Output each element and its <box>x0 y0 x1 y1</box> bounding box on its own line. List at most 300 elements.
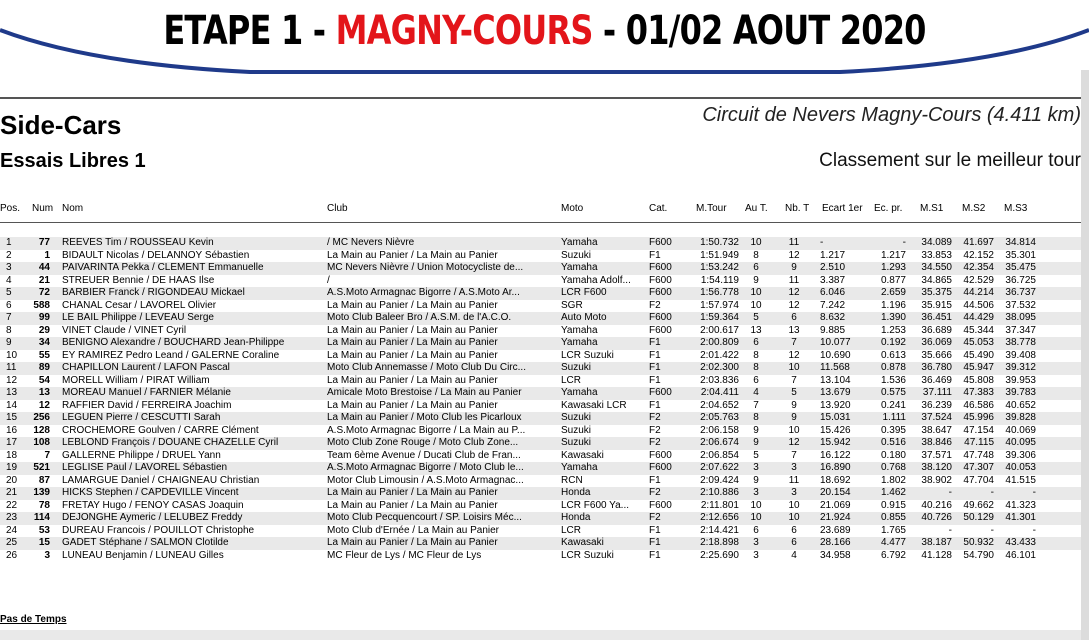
cell-s3: 38.778 <box>1005 337 1036 348</box>
cell-lap-count: 12 <box>788 349 800 361</box>
cell-gap-first: 10.690 <box>820 349 851 361</box>
cell-cat: F600 <box>649 312 672 323</box>
col-num: Num <box>32 203 54 214</box>
cell-moto: Honda <box>561 487 591 498</box>
cell-s1: 36.469 <box>921 374 952 386</box>
cell-s2: - <box>990 524 994 536</box>
cell-gap-prev: 1.293 <box>880 262 906 273</box>
cell-best-lap: 2:04.411 <box>700 387 739 398</box>
category-title: Side-Cars <box>0 110 122 140</box>
cell-best-lap: 2:05.763 <box>700 412 739 423</box>
cell-s3: 37.347 <box>1005 324 1036 336</box>
cell-gap-prev: 0.192 <box>880 337 906 348</box>
cell-lap-of-best: 6 <box>753 374 759 386</box>
cell-num: 3 <box>44 549 50 561</box>
cell-s3: 34.814 <box>1005 237 1036 248</box>
cell-gap-first: 16.890 <box>820 462 851 473</box>
cell-s1: 38.120 <box>921 462 952 473</box>
cell-best-lap: 2:06.854 <box>700 449 739 461</box>
cell-s3: - <box>1032 524 1036 536</box>
table-row <box>0 400 1081 413</box>
cell-best-lap: 2:18.898 <box>700 537 739 548</box>
cell-s2: 42.152 <box>963 249 994 261</box>
cell-name: LUNEAU Benjamin / LUNEAU Gilles <box>62 549 224 561</box>
table-row <box>0 500 1081 513</box>
cell-club: Moto Club d'Ernée / La Main au Panier <box>327 524 500 536</box>
cell-num: 44 <box>38 262 50 273</box>
cell-gap-prev: 1.765 <box>880 524 906 536</box>
footer-row-partial <box>0 630 1081 640</box>
no-time-section-title: Pas de Temps <box>0 614 67 625</box>
cell-pos: 13 <box>6 387 18 398</box>
cell-s2: 47.115 <box>964 437 994 448</box>
session-title: Essais Libres 1 <box>0 150 146 172</box>
cell-num: 15 <box>38 537 50 548</box>
cell-best-lap: 2:03.836 <box>700 374 739 386</box>
cell-num: 29 <box>38 324 50 336</box>
cell-num: 588 <box>33 299 50 311</box>
table-row <box>0 512 1081 525</box>
cell-club: La Main au Panier / La Main au Panier <box>327 337 498 348</box>
cell-club: Moto Club Annemasse / Moto Club Du Circ... <box>327 362 526 373</box>
cell-s2: 47.748 <box>963 449 994 461</box>
cell-cat: F600 <box>649 262 672 273</box>
banner-title-part1: ETAPE 1 - <box>163 8 336 54</box>
cell-lap-count: 6 <box>791 537 797 548</box>
cell-gap-prev: 1.196 <box>880 299 906 311</box>
cell-gap-first: 15.426 <box>820 424 851 436</box>
table-row <box>0 250 1081 263</box>
table-row <box>0 275 1081 288</box>
cell-num: 114 <box>33 512 50 523</box>
cell-s1: - <box>948 487 952 498</box>
cell-gap-first: 9.885 <box>820 324 846 336</box>
cell-s2: 45.344 <box>963 324 994 336</box>
cell-cat: F600 <box>649 274 672 286</box>
cell-num: 21 <box>38 274 50 286</box>
cell-moto: Suzuki <box>561 437 592 448</box>
cell-best-lap: 2:00.809 <box>700 337 739 348</box>
cell-lap-count: 6 <box>791 524 797 536</box>
cell-name: CHAPILLON Laurent / LAFON Pascal <box>62 362 230 373</box>
cell-s2: 42.529 <box>963 274 994 286</box>
cell-pos: 22 <box>6 499 18 511</box>
cell-pos: 8 <box>6 324 12 336</box>
cell-lap-of-best: 5 <box>753 449 759 461</box>
cell-pos: 2 <box>6 249 12 261</box>
col-gap-first: Ecart 1er <box>822 203 863 214</box>
cell-club: MC Nevers Nièvre / Union Motocycliste de... <box>327 262 524 273</box>
cell-s1: 41.128 <box>921 549 952 561</box>
cell-club: La Main au Panier / La Main au Panier <box>327 499 498 511</box>
cell-gap-prev: 6.792 <box>880 549 906 561</box>
cell-s2: 42.354 <box>963 262 994 273</box>
table-column-headers <box>0 203 1081 219</box>
col-moto: Moto <box>561 203 584 214</box>
cell-s3: 41.301 <box>1005 512 1036 523</box>
table-row <box>0 550 1081 563</box>
cell-best-lap: 1:59.364 <box>700 312 739 323</box>
results-table <box>0 237 1081 562</box>
cell-cat: F1 <box>649 337 661 348</box>
cell-s3: 39.312 <box>1005 362 1036 373</box>
cell-gap-prev: 1.462 <box>880 487 906 498</box>
cell-s1: 37.524 <box>921 412 952 423</box>
cell-gap-prev: 0.855 <box>880 512 906 523</box>
cell-s1: 38.902 <box>921 474 952 486</box>
cell-pos: 18 <box>6 449 18 461</box>
cell-moto: Auto Moto <box>561 312 607 323</box>
cell-s3: 39.953 <box>1005 374 1036 386</box>
table-row <box>0 450 1081 463</box>
cell-best-lap: 2:14.421 <box>700 524 739 536</box>
cell-lap-of-best: 6 <box>753 262 759 273</box>
cell-cat: F1 <box>649 362 661 373</box>
cell-lap-count: 10 <box>788 362 800 373</box>
cell-s3: 46.101 <box>1005 549 1036 561</box>
cell-club: La Main au Panier / La Main au Panier <box>327 399 498 411</box>
cell-gap-first: 15.942 <box>820 437 851 448</box>
cell-s2: 47.154 <box>963 424 994 436</box>
right-scroll-edge <box>1081 70 1089 640</box>
cell-gap-first: 18.692 <box>820 474 851 486</box>
cell-best-lap: 2:02.300 <box>700 362 739 373</box>
cell-club: / MC Nevers Nièvre <box>327 237 415 248</box>
cell-moto: RCN <box>561 474 583 486</box>
cell-gap-first: 23.689 <box>820 524 851 536</box>
cell-club: / <box>327 274 330 286</box>
cell-lap-of-best: 3 <box>753 462 759 473</box>
cell-gap-prev: 0.915 <box>880 499 906 511</box>
cell-cat: F2 <box>649 299 661 311</box>
table-row <box>0 362 1081 375</box>
cell-pos: 17 <box>6 437 18 448</box>
cell-s2: 54.790 <box>963 549 994 561</box>
cell-gap-first: 8.632 <box>820 312 846 323</box>
cell-best-lap: 1:57.974 <box>700 299 739 311</box>
cell-name: LE BAIL Philippe / LEVEAU Serge <box>62 312 214 323</box>
cell-name: STREUER Bennie / DE HAAS Ilse <box>62 274 215 286</box>
cell-lap-count: 12 <box>788 287 800 298</box>
cell-s1: 35.375 <box>921 287 952 298</box>
cell-moto: Yamaha Adolf... <box>561 274 631 286</box>
cell-best-lap: 1:53.242 <box>700 262 739 273</box>
cell-club: La Main au Panier / La Main au Panier <box>327 249 498 261</box>
cell-s2: 47.307 <box>963 462 994 473</box>
cell-s3: 37.532 <box>1005 299 1036 311</box>
cell-moto: Honda <box>561 512 591 523</box>
cell-pos: 26 <box>6 549 18 561</box>
col-lap-of-best: Au T. <box>745 203 768 214</box>
cell-s1: 40.726 <box>921 512 952 523</box>
cell-name: REEVES Tim / ROUSSEAU Kevin <box>62 237 214 248</box>
cell-cat: F2 <box>649 424 661 436</box>
cell-lap-count: 12 <box>788 299 800 311</box>
cell-pos: 7 <box>6 312 12 323</box>
cell-gap-first: 1.217 <box>820 249 846 261</box>
cell-moto: SGR <box>561 299 583 311</box>
table-row <box>0 375 1081 388</box>
cell-pos: 10 <box>6 349 18 361</box>
cell-s3: 41.323 <box>1005 499 1036 511</box>
cell-num: 139 <box>33 487 50 498</box>
table-row <box>0 237 1081 250</box>
cell-lap-count: 4 <box>791 549 797 561</box>
cell-lap-of-best: 8 <box>753 249 759 261</box>
cell-num: 53 <box>38 524 50 536</box>
cell-gap-first: 3.387 <box>820 274 846 286</box>
cell-club: Moto Club Baleer Bro / A.S.M. de l'A.C.O. <box>327 312 512 323</box>
cell-pos: 4 <box>6 274 12 286</box>
cell-gap-first: 11.568 <box>820 362 850 373</box>
cell-cat: F1 <box>649 549 661 561</box>
cell-name: CHANAL Cesar / LAVOREL Olivier <box>62 299 217 311</box>
cell-moto: LCR F600 <box>561 287 607 298</box>
cell-num: 78 <box>38 499 50 511</box>
table-row <box>0 487 1081 500</box>
cell-gap-first: 10.077 <box>820 337 851 348</box>
cell-s3: 39.408 <box>1005 349 1036 361</box>
cell-s1: 38.846 <box>921 437 952 448</box>
cell-best-lap: 1:54.119 <box>700 274 739 286</box>
cell-lap-count: 7 <box>791 374 797 386</box>
cell-moto: Yamaha <box>561 262 598 273</box>
cell-gap-prev: 1.390 <box>880 312 906 323</box>
col-club: Club <box>327 203 348 214</box>
cell-moto: Kawasaki <box>561 537 604 548</box>
cell-s2: 45.808 <box>963 374 994 386</box>
cell-pos: 24 <box>6 524 18 536</box>
table-row <box>0 337 1081 350</box>
cell-s1: 36.689 <box>921 324 952 336</box>
table-row <box>0 387 1081 400</box>
cell-gap-prev: 1.111 <box>882 412 906 423</box>
cell-gap-prev: 1.536 <box>880 374 906 386</box>
cell-s1: 38.187 <box>921 537 952 548</box>
cell-s3: 35.301 <box>1005 249 1036 261</box>
cell-s3: 36.725 <box>1005 274 1036 286</box>
cell-club: La Main au Panier / La Main au Panier <box>327 537 498 548</box>
cell-num: 72 <box>38 287 50 298</box>
cell-moto: Kawasaki LCR <box>561 399 627 411</box>
cell-lap-count: 10 <box>788 424 800 436</box>
cell-moto: LCR Suzuki <box>561 349 614 361</box>
cell-cat: F1 <box>649 249 661 261</box>
cell-cat: F600 <box>649 287 672 298</box>
cell-pos: 15 <box>6 412 18 423</box>
table-row <box>0 437 1081 450</box>
cell-cat: F600 <box>649 387 672 398</box>
cell-gap-first: 13.679 <box>820 387 851 398</box>
cell-s2: - <box>990 487 994 498</box>
cell-s1: 35.666 <box>921 349 952 361</box>
cell-lap-of-best: 9 <box>753 424 759 436</box>
cell-gap-first: - <box>820 237 824 248</box>
col-s3: M.S3 <box>1004 203 1028 214</box>
col-lap-count: Nb. T <box>785 203 810 214</box>
cell-s2: 50.129 <box>963 512 994 523</box>
ranking-basis: Classement sur le meilleur tour <box>819 150 1081 171</box>
cell-pos: 9 <box>6 337 12 348</box>
cell-cat: F1 <box>649 537 661 548</box>
cell-gap-prev: 1.253 <box>880 324 906 336</box>
cell-club: La Main au Panier / La Main au Panier <box>327 324 498 336</box>
cell-s3: 38.095 <box>1005 312 1036 323</box>
cell-s2: 45.996 <box>963 412 994 423</box>
cell-cat: F2 <box>649 512 661 523</box>
cell-moto: Suzuki <box>561 412 592 423</box>
cell-pos: 21 <box>6 487 18 498</box>
cell-cat: F600 <box>649 449 672 461</box>
cell-lap-of-best: 10 <box>750 299 762 311</box>
cell-lap-count: 9 <box>791 399 797 411</box>
cell-cat: F600 <box>649 324 672 336</box>
cell-lap-count: 12 <box>788 249 800 261</box>
cell-name: PAIVARINTA Pekka / CLEMENT Emmanuelle <box>62 262 264 273</box>
cell-lap-of-best: 8 <box>753 349 759 361</box>
cell-s1: 34.089 <box>921 237 952 248</box>
cell-gap-prev: 0.613 <box>880 349 906 361</box>
cell-name: CROCHEMORE Goulven / CARRE Clément <box>62 424 259 436</box>
cell-club: Moto Club Pecquencourt / SP. Loisirs Méc... <box>327 512 522 523</box>
cell-s2: 46.586 <box>963 399 994 411</box>
cell-s2: 44.506 <box>963 299 994 311</box>
cell-best-lap: 1:51.949 <box>700 249 739 261</box>
cell-club: La Main au Panier / Moto Club les Picarloux <box>327 412 522 423</box>
cell-best-lap: 2:00.617 <box>700 324 739 336</box>
table-row <box>0 350 1081 363</box>
cell-pos: 16 <box>6 424 18 436</box>
cell-club: MC Fleur de Lys / MC Fleur de Lys <box>327 549 482 561</box>
cell-gap-prev: 0.395 <box>880 424 906 436</box>
cell-club: Moto Club Zone Rouge / Moto Club Zone... <box>327 437 519 448</box>
cell-s1: 36.239 <box>921 399 952 411</box>
cell-cat: F2 <box>649 412 661 423</box>
cell-gap-first: 13.104 <box>820 374 851 386</box>
cell-s3: 35.475 <box>1005 262 1036 273</box>
cell-gap-first: 16.122 <box>820 449 851 461</box>
cell-moto: Yamaha <box>561 324 598 336</box>
cell-name: BENIGNO Alexandre / BOUCHARD Jean-Philippe <box>62 337 285 348</box>
cell-s1: 36.451 <box>921 312 952 323</box>
cell-gap-prev: 2.659 <box>880 287 906 298</box>
cell-lap-count: 11 <box>788 274 800 286</box>
table-row <box>0 312 1081 325</box>
cell-s1: 36.069 <box>921 337 952 348</box>
cell-lap-of-best: 9 <box>753 474 759 486</box>
cell-club: La Main au Panier / La Main au Panier <box>327 374 498 386</box>
cell-name: DEJONGHE Aymeric / LELUBEZ Freddy <box>62 512 243 523</box>
cell-pos: 1 <box>6 237 12 248</box>
cell-name: LAMARGUE Daniel / CHAIGNEAU Christian <box>62 474 260 486</box>
cell-num: 12 <box>38 399 50 411</box>
cell-gap-first: 2.510 <box>820 262 846 273</box>
cell-lap-count: 10 <box>788 512 800 523</box>
col-s2: M.S2 <box>962 203 986 214</box>
banner-title-date: - 01/02 AOUT 2020 <box>592 8 926 54</box>
cell-lap-count: 5 <box>791 387 797 398</box>
cell-num: 89 <box>38 362 50 373</box>
cell-club: A.S.Moto Armagnac Bigorre / A.S.Moto Ar... <box>327 287 520 298</box>
column-header-rule <box>0 222 1081 223</box>
cell-lap-count: 3 <box>791 487 797 498</box>
cell-lap-of-best: 3 <box>753 537 759 548</box>
banner-title-venue: MAGNY-COURS <box>335 8 593 54</box>
cell-lap-of-best: 9 <box>753 437 759 448</box>
cell-num: 99 <box>38 312 50 323</box>
cell-moto: Yamaha <box>561 237 598 248</box>
cell-s2: 47.704 <box>963 474 994 486</box>
table-row <box>0 412 1081 425</box>
cell-gap-prev: - <box>902 237 906 248</box>
cell-s3: 39.828 <box>1005 412 1036 423</box>
cell-best-lap: 1:50.732 <box>700 237 739 248</box>
cell-num: 77 <box>38 237 50 248</box>
cell-s1: 34.550 <box>921 262 952 273</box>
cell-lap-count: 11 <box>788 237 800 248</box>
cell-cat: F600 <box>649 462 672 473</box>
col-pos: Pos. <box>0 203 21 214</box>
cell-cat: F1 <box>649 474 661 486</box>
cell-name: BIDAULT Nicolas / DELANNOY Sébastien <box>62 249 250 261</box>
cell-moto: LCR Suzuki <box>561 549 614 561</box>
cell-s1: 40.216 <box>921 499 952 511</box>
cell-club: Amicale Moto Brestoise / La Main au Panier <box>327 387 522 398</box>
cell-lap-count: 7 <box>791 337 797 348</box>
col-s1: M.S1 <box>920 203 944 214</box>
cell-lap-of-best: 10 <box>750 499 762 511</box>
cell-best-lap: 2:04.652 <box>700 399 739 411</box>
event-banner <box>0 0 1089 78</box>
table-row <box>0 300 1081 313</box>
cell-club: A.S.Moto Armagnac Bigorre / Moto Club le... <box>327 462 524 473</box>
cell-club: La Main au Panier / La Main au Panier <box>327 349 498 361</box>
cell-name: LEGUEN Pierre / CESCUTTI Sarah <box>62 412 221 423</box>
cell-s3: - <box>1032 487 1036 498</box>
cell-moto: Yamaha <box>561 387 598 398</box>
cell-moto: LCR <box>561 524 582 536</box>
cell-s1: 38.647 <box>921 424 952 436</box>
cell-lap-count: 10 <box>788 499 800 511</box>
cell-num: 55 <box>38 349 50 361</box>
cell-best-lap: 2:06.674 <box>700 437 739 448</box>
cell-s3: 41.515 <box>1005 474 1036 486</box>
cell-lap-of-best: 8 <box>753 362 759 373</box>
cell-s3: 40.652 <box>1005 399 1036 411</box>
cell-s2: 45.947 <box>963 362 994 373</box>
cell-lap-count: 11 <box>788 474 800 486</box>
col-gap-prev: Ec. pr. <box>874 203 903 214</box>
cell-pos: 12 <box>6 374 18 386</box>
cell-cat: F2 <box>649 487 661 498</box>
cell-cat: F1 <box>649 349 661 361</box>
cell-s3: 43.433 <box>1005 537 1036 548</box>
banner-title <box>109 8 980 54</box>
cell-pos: 19 <box>6 462 18 473</box>
cell-s2: 47.383 <box>963 387 994 398</box>
cell-lap-of-best: 10 <box>750 512 762 523</box>
table-row <box>0 525 1081 538</box>
cell-s1: 37.111 <box>922 387 952 398</box>
cell-s2: 49.662 <box>963 499 994 511</box>
cell-s2: 44.429 <box>963 312 994 323</box>
cell-name: HICKS Stephen / CAPDEVILLE Vincent <box>62 487 239 498</box>
table-row <box>0 425 1081 438</box>
cell-gap-first: 13.920 <box>820 399 851 411</box>
cell-gap-first: 15.031 <box>820 412 851 423</box>
cell-gap-first: 7.242 <box>820 299 846 311</box>
cell-cat: F2 <box>649 437 661 448</box>
